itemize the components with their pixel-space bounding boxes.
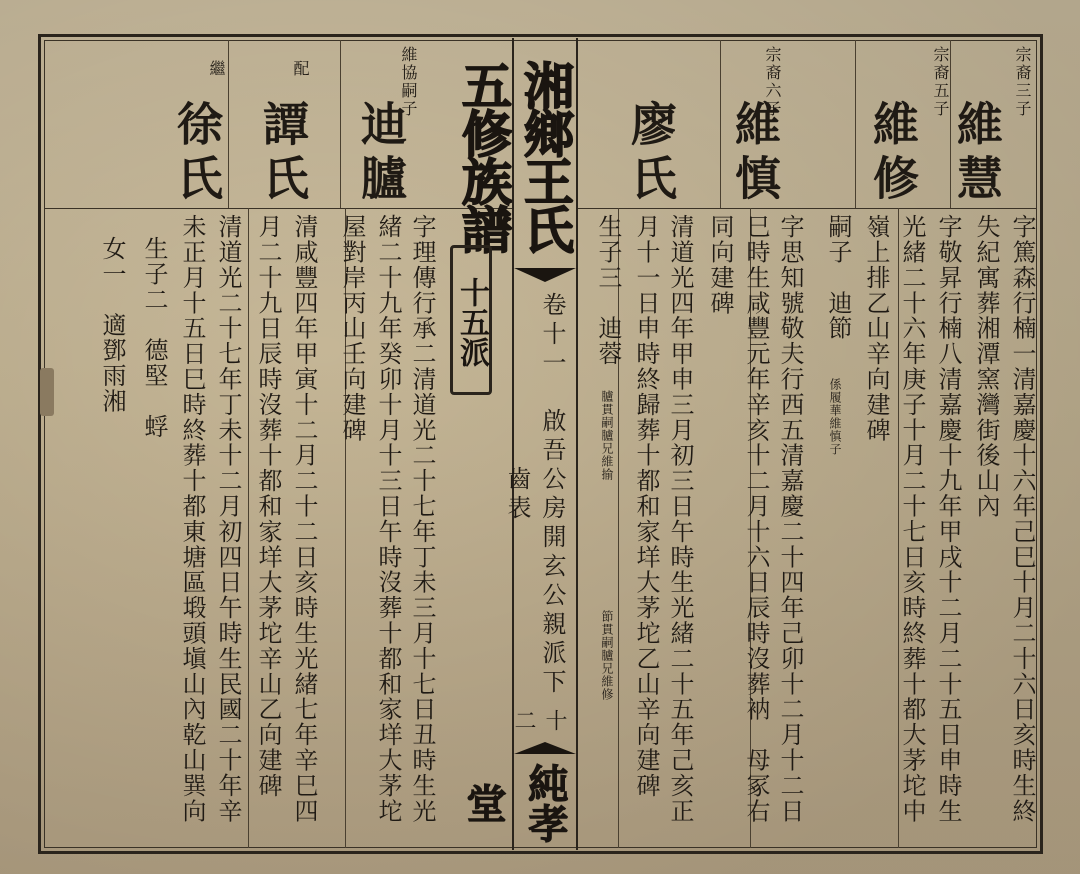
left-sep-4 bbox=[248, 208, 249, 848]
body-column: 字敬昇行楠八清嘉慶十九年甲戌十二月二十五日申時生 bbox=[934, 214, 962, 824]
person-name: 維慎 bbox=[728, 100, 782, 208]
generation-badge: 十五派 bbox=[450, 245, 492, 395]
body-column: 清咸豐四年甲寅十二月二十二日亥時生光緒七年辛巳四 bbox=[290, 214, 318, 824]
body-column: 屋對岸丙山壬向建碑 bbox=[338, 214, 366, 443]
binding-stain bbox=[40, 368, 54, 416]
fish-tail-top bbox=[514, 268, 576, 282]
body-column: 字篤森行楠一清嘉慶十六年己巳十月二十六日亥時生終 bbox=[1008, 214, 1036, 824]
role-label: 配 bbox=[291, 60, 310, 78]
annotation: 係履華維慎子 bbox=[828, 378, 842, 456]
left-header-rule bbox=[44, 208, 512, 209]
person-name: 譚氏 bbox=[256, 100, 310, 208]
body-column: 字理傳行承二清道光二十七年丁未三月十七日丑時生光 bbox=[408, 214, 436, 824]
body-column: 光緒二十六年庚子十月二十七日亥時終葬十都大茅坨中 bbox=[898, 214, 926, 824]
annotation: 臚貫嗣臚兄維揄 bbox=[600, 390, 614, 481]
book-title: 湘鄉王氏五修族譜 bbox=[454, 60, 575, 252]
body-column: 清道光二十七年丁未十二月初四日午時生民國二十年辛 bbox=[214, 214, 242, 824]
annotation: 節貫嗣臚兄維修 bbox=[600, 610, 614, 701]
body-column: 同向建碑 bbox=[706, 214, 734, 316]
body-column: 月二十九日辰時沒葬十都和家垟大茅坨辛山乙向建碑 bbox=[254, 214, 282, 799]
right-header-rule bbox=[578, 208, 1037, 209]
person-name: 徐氏 bbox=[170, 100, 224, 208]
body-column: 字思知號敬夫行西五清嘉慶二十四年己卯十二月十二日 bbox=[776, 214, 804, 824]
role-label: 宗裔三子 bbox=[1013, 46, 1032, 118]
role-label: 宗裔六子 bbox=[763, 46, 782, 118]
role-label: 維協嗣子 bbox=[399, 46, 418, 118]
body-column: 清道光四年甲申三月初三日午時生光緒二十五年己亥正 bbox=[666, 214, 694, 824]
person-name: 維修 bbox=[866, 100, 920, 208]
body-column: 女一 適鄧雨湘 bbox=[98, 236, 126, 414]
body-column: 失紀寓葬湘潭窯灣街後山內 bbox=[972, 214, 1000, 519]
role-label: 繼 bbox=[207, 60, 226, 78]
left-sep-1 bbox=[340, 40, 341, 208]
volume-heading: 卷十一 啟吾公房開玄公親派下齒表 bbox=[503, 292, 566, 698]
fish-tail-bottom bbox=[514, 742, 576, 754]
right-sep-3 bbox=[720, 40, 721, 208]
hall-name: 純孝堂 bbox=[460, 763, 569, 843]
body-column: 未正月十五日巳時終葬十都東塘區塅頭塡山內乾山巽向 bbox=[178, 214, 206, 824]
person-name: 維慧 bbox=[950, 100, 1004, 208]
body-column: 巳時生咸豐元年辛亥十二月十六日辰時沒葬衲 母冢右 bbox=[742, 214, 770, 824]
role-label: 宗裔五子 bbox=[931, 46, 950, 118]
person-name: 廖氏 bbox=[624, 100, 678, 208]
person-name: 迪臚 bbox=[354, 100, 408, 208]
right-sep-2 bbox=[855, 40, 856, 208]
page-number: 十二 bbox=[511, 709, 567, 731]
body-column: 生子三 迪蓉 bbox=[594, 214, 622, 367]
body-column: 生子二 德堅 蜉 bbox=[140, 236, 168, 440]
body-column: 嗣子 迪節 bbox=[824, 214, 852, 341]
body-column: 嶺上排乙山辛向建碑 bbox=[862, 214, 890, 443]
body-column: 緒二十九年癸卯十月十三日午時沒葬十都和家垟大茅坨 bbox=[374, 214, 402, 824]
body-column: 月十一日申時終歸葬十都和家垟大茅坨乙山辛向建碑 bbox=[632, 214, 660, 799]
